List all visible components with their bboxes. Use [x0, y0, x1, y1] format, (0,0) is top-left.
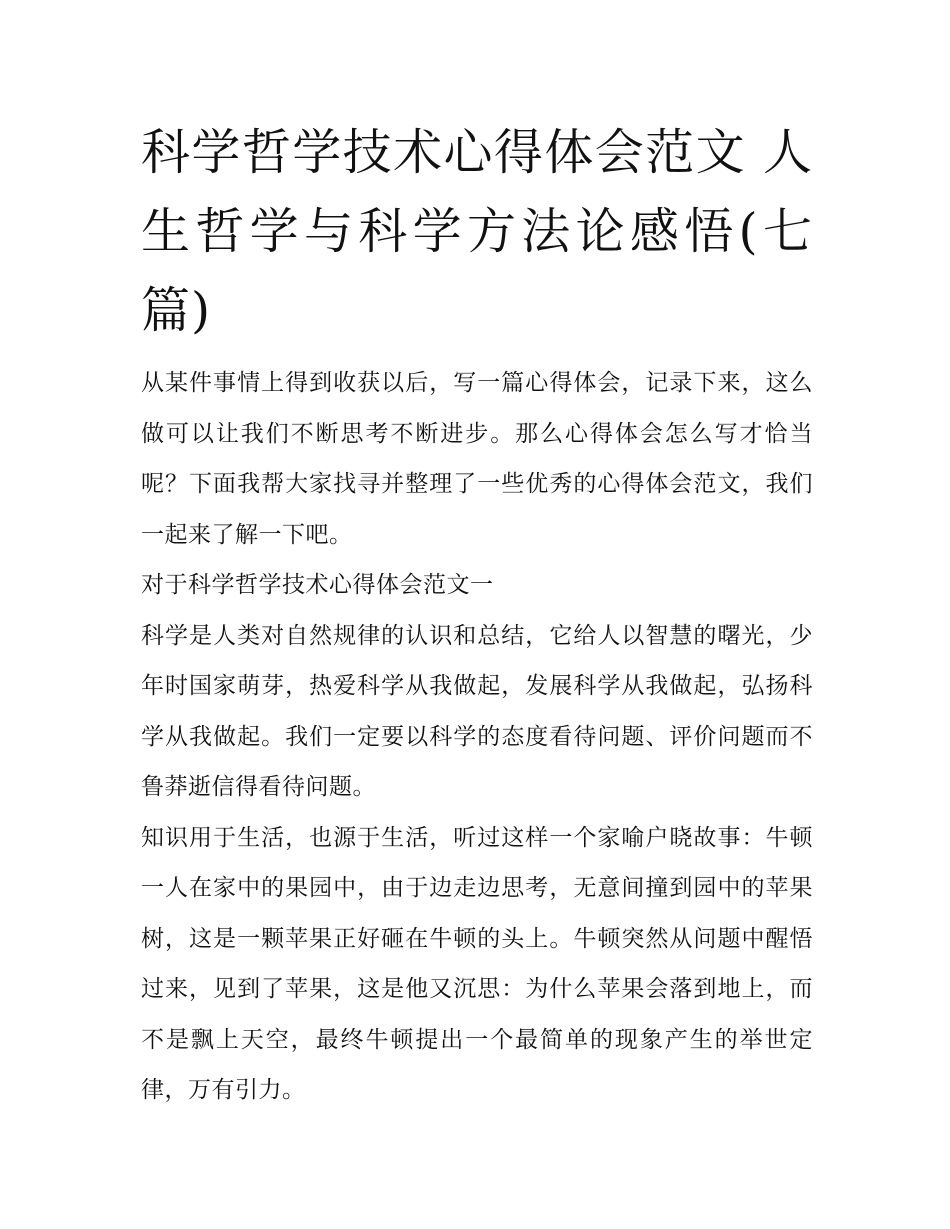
document-title: 科学哲学技术心得体会范文 人生哲学与科学方法论感悟(七篇): [141, 124, 813, 339]
section-heading: 对于科学哲学技术心得体会范文一: [141, 572, 494, 598]
body-paragraph-1: 科学是人类对自然规律的认识和总结，它给人以智慧的曙光，少年时国家萌芽，热爱科学从我做起，发展科学从我做起，弘扬科学从我做起。我们一定要以科学的态度看待问题、评价问题而不鲁莽逝信得看待问题。: [141, 622, 813, 800]
body-paragraph-2: 知识用于生活，也源于生活，听过这样一个家喻户晓故事：牛顿一人在家中的果园中，由于边走边思考，无意间撞到园中的苹果树，这是一颗苹果正好砸在牛顿的头上。牛顿突然从问题中醒悟过来，见到了苹果，这是他又沉思：为什么苹果会落到地上，而不是飘上天空，最终牛顿提出一个最简单的现象产生的举世定律，万有引力。: [141, 824, 813, 1103]
intro-paragraph: 从某件事情上得到收获以后，写一篇心得体会，记录下来，这么做可以让我们不断思考不断进步。那么心得体会怎么写才恰当呢？下面我帮大家找寻并整理了一些优秀的心得体会范文，我们一起来了解一下吧。: [141, 370, 813, 548]
document-content: [141, 113, 813, 1116]
